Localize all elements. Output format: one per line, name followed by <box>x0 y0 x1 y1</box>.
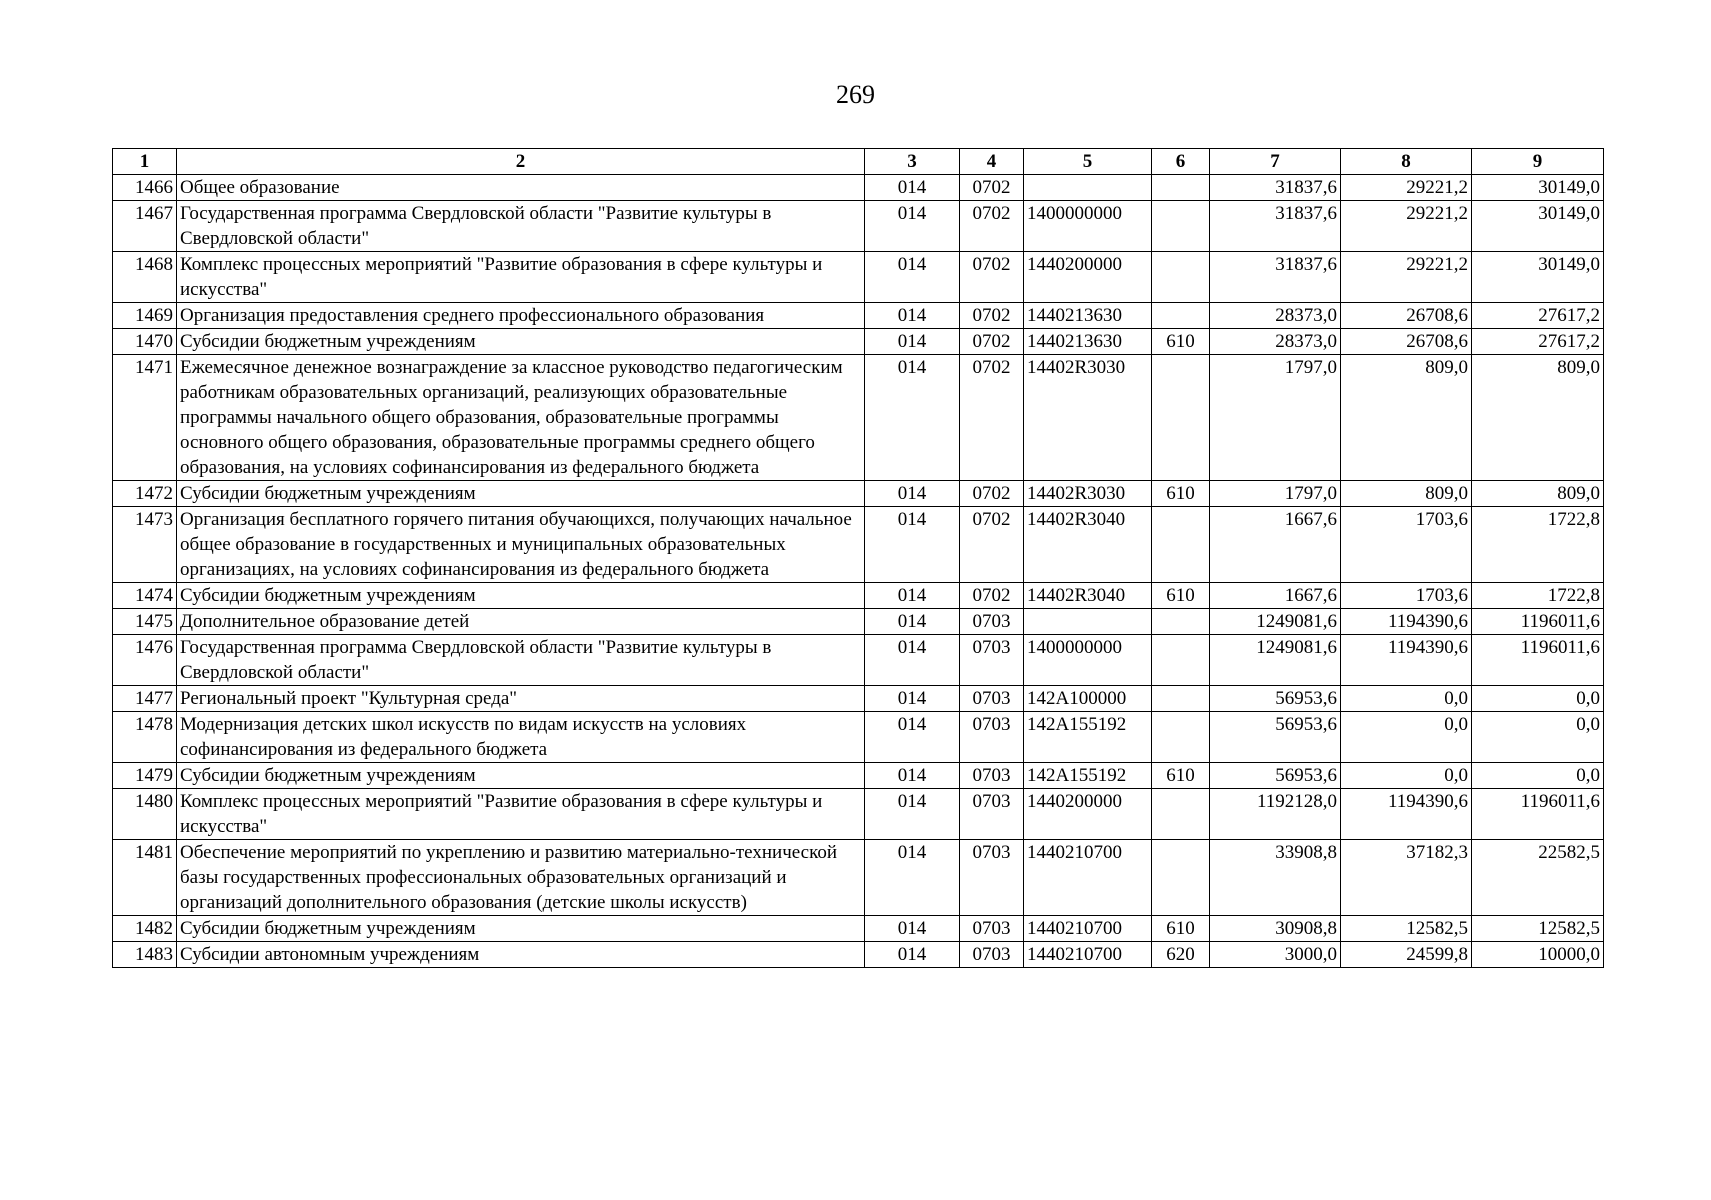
row-name: Государственная программа Свердловской области "Развитие культуры в Свердловской области" <box>177 201 865 252</box>
amount-col-8: 12582,5 <box>1341 916 1472 942</box>
target-article-code <box>1024 175 1152 201</box>
amount-col-8: 29221,2 <box>1341 252 1472 303</box>
page-number: 269 <box>836 80 875 109</box>
budget-table <box>112 148 1604 968</box>
ministry-code: 014 <box>865 507 960 583</box>
expense-type-code: 610 <box>1152 763 1210 789</box>
ministry-code: 014 <box>865 583 960 609</box>
amount-col-8: 29221,2 <box>1341 201 1472 252</box>
amount-col-9: 12582,5 <box>1472 916 1604 942</box>
row-number: 1467 <box>113 201 177 252</box>
amount-col-7: 33908,8 <box>1210 840 1341 916</box>
amount-col-7: 3000,0 <box>1210 942 1341 968</box>
amount-col-9: 1196011,6 <box>1472 789 1604 840</box>
section-code: 0702 <box>960 481 1024 507</box>
ministry-code: 014 <box>865 303 960 329</box>
ministry-code: 014 <box>865 635 960 686</box>
amount-col-7: 56953,6 <box>1210 686 1341 712</box>
amount-col-8: 0,0 <box>1341 712 1472 763</box>
amount-col-9: 1196011,6 <box>1472 609 1604 635</box>
amount-col-9: 1722,8 <box>1472 583 1604 609</box>
row-name: Модернизация детских школ искусств по видам искусств на условиях софинансирования из федерального бюджета <box>177 712 865 763</box>
amount-col-9: 809,0 <box>1472 355 1604 481</box>
section-code: 0702 <box>960 252 1024 303</box>
row-name: Общее образование <box>177 175 865 201</box>
expense-type-code <box>1152 840 1210 916</box>
expense-type-code: 620 <box>1152 942 1210 968</box>
row-number: 1482 <box>113 916 177 942</box>
row-name: Государственная программа Свердловской области "Развитие культуры в Свердловской области" <box>177 635 865 686</box>
section-code: 0703 <box>960 712 1024 763</box>
expense-type-code <box>1152 355 1210 481</box>
row-name: Субсидии бюджетным учреждениям <box>177 481 865 507</box>
amount-col-9: 0,0 <box>1472 712 1604 763</box>
target-article-code: 1440210700 <box>1024 942 1152 968</box>
target-article-code: 1440200000 <box>1024 252 1152 303</box>
row-name: Дополнительное образование детей <box>177 609 865 635</box>
amount-col-9: 27617,2 <box>1472 303 1604 329</box>
row-name: Обеспечение мероприятий по укреплению и развитию материально-технической базы государственных профессиональных образовательных организаций и организаций дополнительного образования (детские школы искусств) <box>177 840 865 916</box>
ministry-code: 014 <box>865 609 960 635</box>
expense-type-code: 610 <box>1152 329 1210 355</box>
expense-type-code: 610 <box>1152 916 1210 942</box>
expense-type-code <box>1152 686 1210 712</box>
row-number: 1471 <box>113 355 177 481</box>
expense-type-code <box>1152 635 1210 686</box>
table-row <box>113 686 1604 712</box>
table-row <box>113 481 1604 507</box>
header-row <box>113 149 1604 175</box>
section-code: 0702 <box>960 329 1024 355</box>
ministry-code: 014 <box>865 916 960 942</box>
target-article-code: 1440200000 <box>1024 789 1152 840</box>
table-row <box>113 175 1604 201</box>
target-article-code: 142А155192 <box>1024 763 1152 789</box>
amount-col-8: 26708,6 <box>1341 303 1472 329</box>
target-article-code: 14402R3030 <box>1024 355 1152 481</box>
row-name: Субсидии бюджетным учреждениям <box>177 916 865 942</box>
row-name: Региональный проект "Культурная среда" <box>177 686 865 712</box>
row-number: 1479 <box>113 763 177 789</box>
amount-col-8: 0,0 <box>1341 686 1472 712</box>
row-number: 1469 <box>113 303 177 329</box>
amount-col-7: 1192128,0 <box>1210 789 1341 840</box>
expense-type-code: 610 <box>1152 481 1210 507</box>
expense-type-code <box>1152 609 1210 635</box>
table-row <box>113 201 1604 252</box>
row-name: Субсидии автономным учреждениям <box>177 942 865 968</box>
amount-col-7: 56953,6 <box>1210 763 1341 789</box>
amount-col-9: 27617,2 <box>1472 329 1604 355</box>
column-header: 3 <box>865 149 960 175</box>
amount-col-9: 30149,0 <box>1472 175 1604 201</box>
amount-col-9: 22582,5 <box>1472 840 1604 916</box>
row-number: 1477 <box>113 686 177 712</box>
amount-col-7: 30908,8 <box>1210 916 1341 942</box>
target-article-code: 14402R3030 <box>1024 481 1152 507</box>
expense-type-code: 610 <box>1152 583 1210 609</box>
section-code: 0703 <box>960 763 1024 789</box>
target-article-code: 1440210700 <box>1024 840 1152 916</box>
expense-type-code <box>1152 712 1210 763</box>
ministry-code: 014 <box>865 329 960 355</box>
amount-col-8: 24599,8 <box>1341 942 1472 968</box>
target-article-code: 1400000000 <box>1024 635 1152 686</box>
row-number: 1473 <box>113 507 177 583</box>
amount-col-7: 56953,6 <box>1210 712 1341 763</box>
column-header: 9 <box>1472 149 1604 175</box>
table-body <box>113 175 1604 968</box>
amount-col-7: 1667,6 <box>1210 507 1341 583</box>
target-article-code: 1440213630 <box>1024 303 1152 329</box>
amount-col-9: 1196011,6 <box>1472 635 1604 686</box>
amount-col-9: 0,0 <box>1472 686 1604 712</box>
expense-type-code <box>1152 303 1210 329</box>
column-header: 2 <box>177 149 865 175</box>
expense-type-code <box>1152 201 1210 252</box>
ministry-code: 014 <box>865 763 960 789</box>
amount-col-7: 28373,0 <box>1210 329 1341 355</box>
amount-col-8: 37182,3 <box>1341 840 1472 916</box>
row-number: 1478 <box>113 712 177 763</box>
row-number: 1481 <box>113 840 177 916</box>
row-number: 1483 <box>113 942 177 968</box>
amount-col-8: 1703,6 <box>1341 507 1472 583</box>
amount-col-7: 1249081,6 <box>1210 609 1341 635</box>
amount-col-7: 1249081,6 <box>1210 635 1341 686</box>
section-code: 0702 <box>960 507 1024 583</box>
row-number: 1476 <box>113 635 177 686</box>
section-code: 0702 <box>960 201 1024 252</box>
column-header: 4 <box>960 149 1024 175</box>
row-name: Комплекс процессных мероприятий "Развитие образования в сфере культуры и искусства" <box>177 252 865 303</box>
amount-col-7: 31837,6 <box>1210 175 1341 201</box>
amount-col-7: 1667,6 <box>1210 583 1341 609</box>
table-row <box>113 355 1604 481</box>
column-header: 7 <box>1210 149 1341 175</box>
column-header: 5 <box>1024 149 1152 175</box>
table-row <box>113 507 1604 583</box>
row-number: 1466 <box>113 175 177 201</box>
target-article-code: 1440210700 <box>1024 916 1152 942</box>
amount-col-9: 10000,0 <box>1472 942 1604 968</box>
amount-col-8: 1194390,6 <box>1341 635 1472 686</box>
amount-col-9: 30149,0 <box>1472 201 1604 252</box>
ministry-code: 014 <box>865 175 960 201</box>
target-article-code <box>1024 609 1152 635</box>
table-row <box>113 609 1604 635</box>
ministry-code: 014 <box>865 481 960 507</box>
table-row <box>113 840 1604 916</box>
amount-col-8: 1703,6 <box>1341 583 1472 609</box>
expense-type-code <box>1152 175 1210 201</box>
section-code: 0702 <box>960 175 1024 201</box>
section-code: 0703 <box>960 635 1024 686</box>
section-code: 0702 <box>960 303 1024 329</box>
section-code: 0703 <box>960 686 1024 712</box>
row-number: 1480 <box>113 789 177 840</box>
section-code: 0703 <box>960 942 1024 968</box>
section-code: 0703 <box>960 789 1024 840</box>
ministry-code: 014 <box>865 201 960 252</box>
table-row <box>113 329 1604 355</box>
row-name: Организация предоставления среднего профессионального образования <box>177 303 865 329</box>
amount-col-7: 31837,6 <box>1210 252 1341 303</box>
target-article-code: 14402R3040 <box>1024 583 1152 609</box>
amount-col-8: 1194390,6 <box>1341 789 1472 840</box>
ministry-code: 014 <box>865 942 960 968</box>
amount-col-9: 1722,8 <box>1472 507 1604 583</box>
amount-col-7: 28373,0 <box>1210 303 1341 329</box>
section-code: 0703 <box>960 609 1024 635</box>
row-number: 1474 <box>113 583 177 609</box>
column-header: 6 <box>1152 149 1210 175</box>
column-header: 8 <box>1341 149 1472 175</box>
row-number: 1468 <box>113 252 177 303</box>
ministry-code: 014 <box>865 840 960 916</box>
row-name: Организация бесплатного горячего питания обучающихся, получающих начальное общее образование в государственных и муниципальных образовательных организациях, на условиях софинансирования из федерального бюджета <box>177 507 865 583</box>
row-name: Ежемесячное денежное вознаграждение за классное руководство педагогическим работникам образовательных организаций, реализующих образовательные программы начального общего образования, образовательные программы основного общего образования, образовательные программы среднего общего образования, на условиях софинансирования из федерального бюджета <box>177 355 865 481</box>
amount-col-8: 809,0 <box>1341 355 1472 481</box>
table-row <box>113 252 1604 303</box>
row-number: 1475 <box>113 609 177 635</box>
table-row <box>113 763 1604 789</box>
target-article-code: 14402R3040 <box>1024 507 1152 583</box>
target-article-code: 142А100000 <box>1024 686 1152 712</box>
table-row <box>113 712 1604 763</box>
amount-col-8: 29221,2 <box>1341 175 1472 201</box>
ministry-code: 014 <box>865 712 960 763</box>
amount-col-7: 31837,6 <box>1210 201 1341 252</box>
amount-col-8: 26708,6 <box>1341 329 1472 355</box>
amount-col-8: 809,0 <box>1341 481 1472 507</box>
table-row <box>113 635 1604 686</box>
expense-type-code <box>1152 507 1210 583</box>
section-code: 0703 <box>960 916 1024 942</box>
table-row <box>113 583 1604 609</box>
expense-type-code <box>1152 252 1210 303</box>
amount-col-9: 809,0 <box>1472 481 1604 507</box>
row-name: Субсидии бюджетным учреждениям <box>177 583 865 609</box>
ministry-code: 014 <box>865 686 960 712</box>
row-name: Комплекс процессных мероприятий "Развитие образования в сфере культуры и искусства" <box>177 789 865 840</box>
amount-col-9: 30149,0 <box>1472 252 1604 303</box>
amount-col-8: 1194390,6 <box>1341 609 1472 635</box>
table-row <box>113 789 1604 840</box>
table-row <box>113 942 1604 968</box>
target-article-code: 1440213630 <box>1024 329 1152 355</box>
amount-col-8: 0,0 <box>1341 763 1472 789</box>
target-article-code: 142А155192 <box>1024 712 1152 763</box>
amount-col-9: 0,0 <box>1472 763 1604 789</box>
amount-col-7: 1797,0 <box>1210 355 1341 481</box>
ministry-code: 014 <box>865 252 960 303</box>
target-article-code: 1400000000 <box>1024 201 1152 252</box>
section-code: 0703 <box>960 840 1024 916</box>
table-row <box>113 916 1604 942</box>
row-name: Субсидии бюджетным учреждениям <box>177 763 865 789</box>
expense-type-code <box>1152 789 1210 840</box>
amount-col-7: 1797,0 <box>1210 481 1341 507</box>
row-number: 1472 <box>113 481 177 507</box>
ministry-code: 014 <box>865 789 960 840</box>
ministry-code: 014 <box>865 355 960 481</box>
section-code: 0702 <box>960 583 1024 609</box>
row-number: 1470 <box>113 329 177 355</box>
table-row <box>113 303 1604 329</box>
section-code: 0702 <box>960 355 1024 481</box>
row-name: Субсидии бюджетным учреждениям <box>177 329 865 355</box>
column-header: 1 <box>113 149 177 175</box>
